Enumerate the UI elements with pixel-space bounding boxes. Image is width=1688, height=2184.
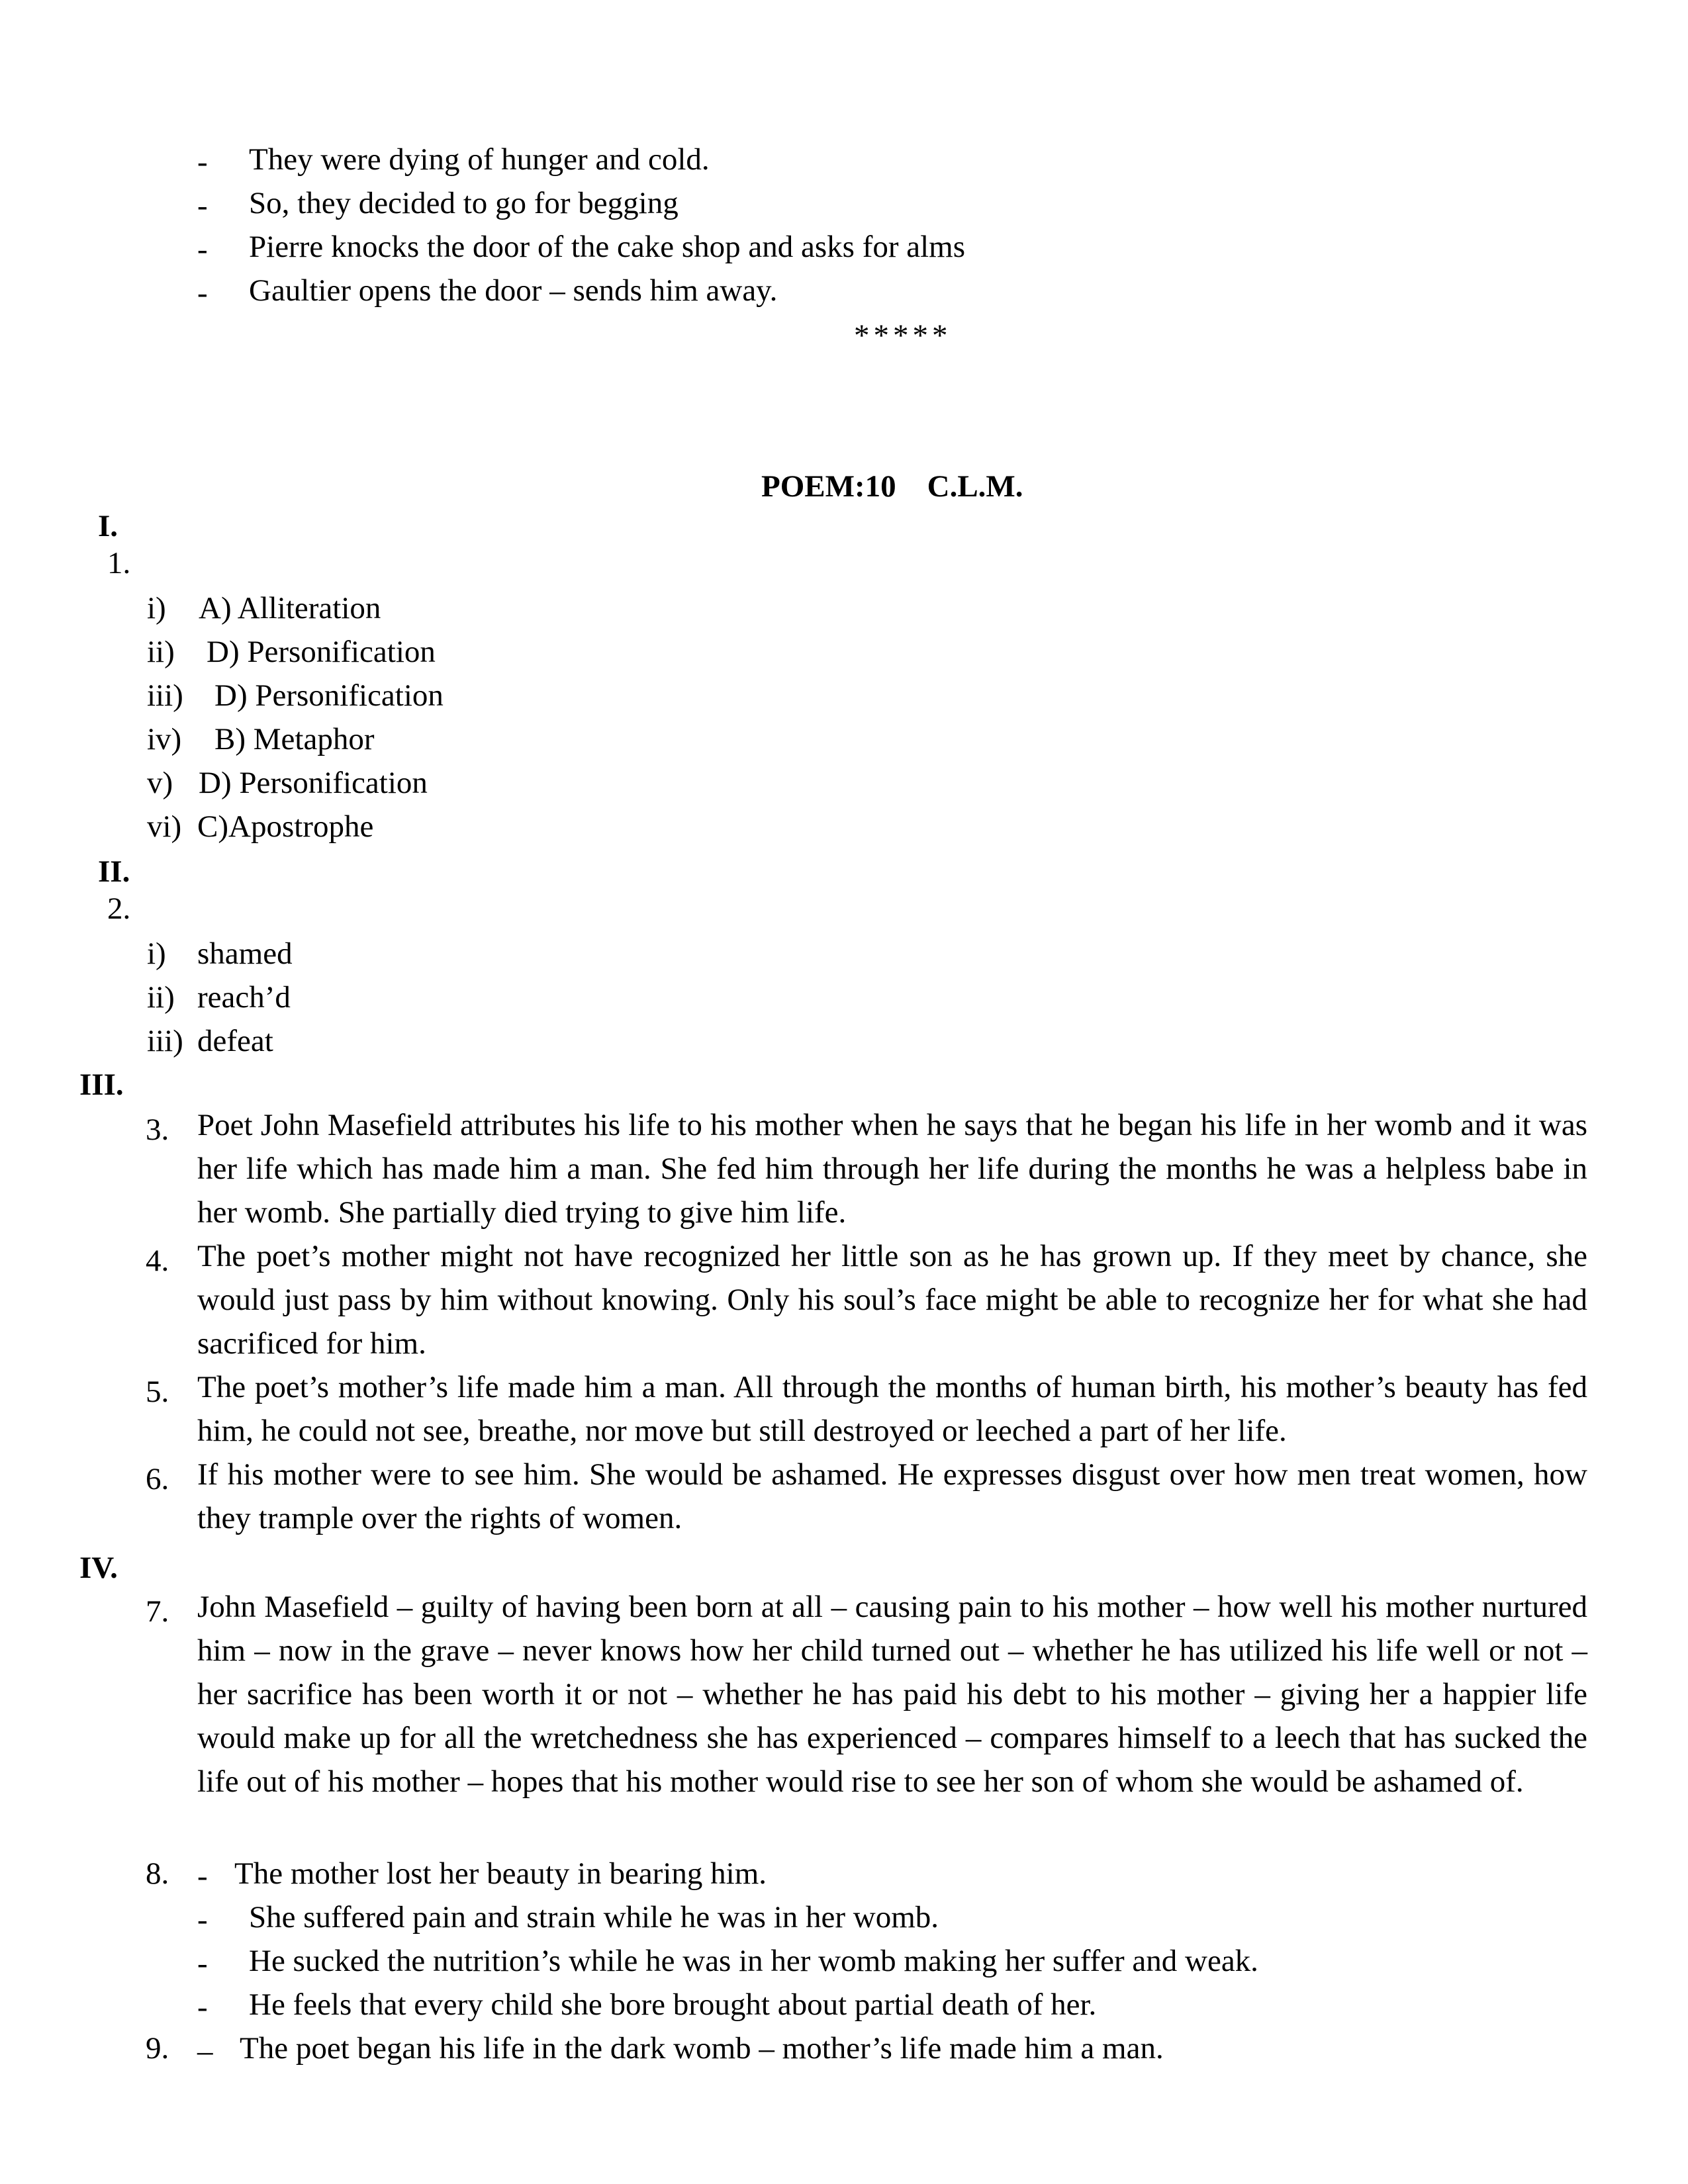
question-number: 8. <box>146 1856 169 1891</box>
answer-paragraph: If his mother were to see him. She would be ashamed. He expresses disgust over how men treat women, how they trample over the rights of women. <box>197 1457 1587 1535</box>
roman-numeral: vi) <box>147 809 182 844</box>
list-item: He sucked the nutrition’s while he was in her womb making her suffer and weak. <box>249 1944 1258 1978</box>
roman-numeral: ii) <box>147 980 175 1015</box>
question-number: 1. <box>107 546 131 580</box>
bullet-dash: - <box>197 1859 208 1893</box>
list-item: He feels that every child she bore brought about partial death of her. <box>249 1987 1097 2022</box>
answer-paragraph: John Masefield – guilty of having been born at all – causing pain to his mother – how well his mother nurtured him – now in the grave – never knows how her child turned out – whether he has utilized his life well or not – her sacrifice has been worth it or not – whether he has paid his debt to his mother – giving her a happier life would make up for all the wretchedness she has experienced – compares himself to a leech that has sucked the life out of his mother – hopes that his mother would rise to see her son of whom she would be ashamed of. <box>197 1590 1587 1799</box>
page-title: POEM:10 C.L.M. <box>761 469 1023 504</box>
answer-text: defeat <box>197 1024 273 1058</box>
answer-paragraph: Poet John Masefield attributes his life to his mother when he says that he began his life in her womb and it was her life which has made him a man. She fed him through her life during the months he was a helpless babe in her womb. She partially died trying to give him life. <box>197 1108 1587 1230</box>
section-label: IV. <box>79 1551 118 1585</box>
bullet-dash: - <box>197 189 208 223</box>
section-label: III. <box>79 1068 124 1102</box>
bullet-dash: - <box>197 276 208 310</box>
list-item: The poet began his life in the dark womb – mother’s life made him a man. <box>240 2031 1164 2066</box>
answer-text: shamed <box>197 936 293 971</box>
roman-numeral: i) <box>147 936 166 971</box>
bullet-dash: – <box>197 2034 213 2068</box>
bullet-dash: - <box>197 1990 208 2025</box>
question-number: 9. <box>146 2031 169 2066</box>
list-item: They were dying of hunger and cold. <box>249 142 710 177</box>
answer-text: reach’d <box>197 980 291 1015</box>
roman-numeral: ii) <box>147 635 175 669</box>
question-number: 4. <box>146 1244 169 1278</box>
bullet-dash: - <box>197 145 208 179</box>
answer-paragraph: The poet’s mother’s life made him a man. All through the months of human birth, his mother’s beauty has fed him, he could not see, breathe, nor move but still destroyed or leeched a part of her life. <box>197 1370 1587 1448</box>
question-number: 6. <box>146 1462 169 1496</box>
list-item: So, they decided to go for begging <box>249 186 679 220</box>
bullet-dash: - <box>197 1946 208 1981</box>
roman-numeral: iii) <box>147 1024 183 1058</box>
list-item: She suffered pain and strain while he was in her womb. <box>249 1900 939 1934</box>
section-label: I. <box>98 509 118 543</box>
section-separator: ***** <box>854 318 952 353</box>
answer-text: D) Personification <box>207 635 436 669</box>
answer-text: B) Metaphor <box>214 722 375 756</box>
list-item: Pierre knocks the door of the cake shop and asks for alms <box>249 230 966 264</box>
bullet-dash: - <box>197 232 208 267</box>
answer-text: A) Alliteration <box>199 591 381 625</box>
roman-numeral: iv) <box>147 722 182 756</box>
section-label: II. <box>98 854 130 889</box>
question-number: 5. <box>146 1375 169 1409</box>
roman-numeral: v) <box>147 766 173 800</box>
list-item: The mother lost her beauty in bearing him. <box>234 1856 767 1891</box>
question-number: 2. <box>107 891 131 926</box>
bullet-dash: - <box>197 1903 208 1937</box>
answer-text: D) Personification <box>214 678 444 713</box>
question-number: 3. <box>146 1113 169 1147</box>
roman-numeral: i) <box>147 591 166 625</box>
answer-text: C)Apostrophe <box>197 809 374 844</box>
question-number: 7. <box>146 1594 169 1629</box>
answer-text: D) Personification <box>199 766 428 800</box>
list-item: Gaultier opens the door – sends him away. <box>249 273 778 308</box>
roman-numeral: iii) <box>147 678 183 713</box>
answer-paragraph: The poet’s mother might not have recognized her little son as he has grown up. If they meet by chance, she would just pass by him without knowing. Only his soul’s face might be able to recognize her for what she had sacrificed for him. <box>197 1239 1587 1361</box>
